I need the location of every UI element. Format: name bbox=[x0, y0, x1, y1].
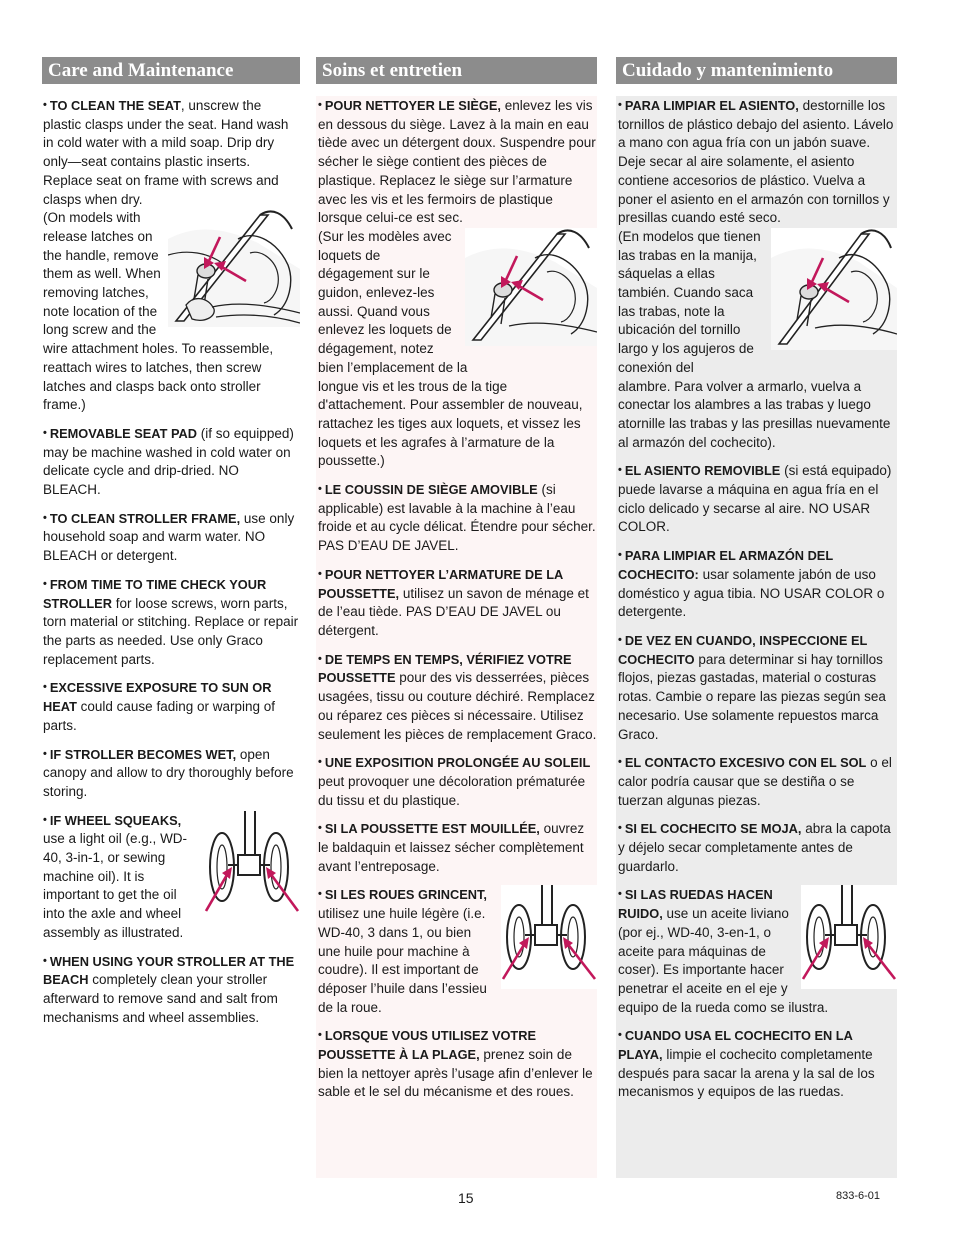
bullet-icon: • bbox=[318, 888, 322, 901]
paragraph-lead: REMOVABLE SEAT PAD bbox=[49, 425, 198, 441]
document-code: 833-6-01 bbox=[836, 1190, 881, 1202]
paragraph-text: could cause fading or warping of parts. bbox=[43, 699, 276, 733]
seat-pad-paragraph bbox=[318, 480, 597, 556]
release-note-continued: wire attachment holes. To reassemble, reattach wires to latches, then screw latches and clasps back onto stroller frame.) bbox=[43, 341, 274, 413]
handle-latch-illustration bbox=[465, 228, 597, 346]
bullet-icon: • bbox=[618, 633, 622, 646]
paragraph-lead: TO CLEAN STROLLER FRAME, bbox=[49, 510, 241, 526]
clean-frame-paragraph bbox=[43, 509, 300, 566]
wheel-axle-illustration bbox=[204, 811, 300, 923]
seat-pad-paragraph bbox=[43, 424, 300, 500]
paragraph-text: , unscrew the plastic clasps under the seat. Hand wash in cold water with a mild soap. Drip dry only—seat contains plastic inserts. Replace seat on frame with screws and clasps when dry. bbox=[43, 98, 289, 207]
paragraph-lead: PARA LIMPIAR EL ASIENTO, bbox=[624, 98, 799, 113]
sun-exposure-paragraph bbox=[318, 753, 597, 810]
clean-seat-paragraph bbox=[318, 96, 597, 471]
column-title: Care and Maintenance bbox=[42, 57, 300, 84]
bullet-icon: • bbox=[618, 1029, 622, 1042]
wheel-squeak-paragraph bbox=[318, 885, 597, 1017]
paragraph-lead: DE VEZ EN CUANDO, INSPECCIONE EL COCHECITO bbox=[618, 632, 868, 667]
bullet-icon: • bbox=[318, 1029, 322, 1042]
release-note-text: (Sur les modèles avec loquets de dégagement sur le guidon, enlevez-les aussi. Quand vous enlevez les loquets de dégagement, notez bien l’emplacement de la bbox=[318, 228, 468, 375]
paragraph-lead: EXCESSIVE EXPOSURE TO SUN OR HEAT bbox=[43, 680, 272, 715]
bullet-icon: • bbox=[618, 99, 622, 111]
paragraph-text: usar solamente jabón de uso doméstico y agua tibia. NO USAR COLOR o detergente. bbox=[618, 566, 885, 620]
paragraph-text: (si está equipado) puede lavarse a máquina en agua fría en el ciclo delicado y secarse al aire. NO USAR COLOR. bbox=[618, 463, 892, 535]
bullet-icon: • bbox=[43, 577, 47, 590]
bullet-icon: • bbox=[318, 822, 322, 835]
sun-exposure-paragraph bbox=[43, 678, 300, 735]
paragraph-text: pour des vis desserrées, pièces usagées, tissu ou couture déchiré. Remplacez ou réparez ces pièces si nécessaire. Utilisez seulement les pièces de remplacement Graco. bbox=[318, 670, 597, 742]
bullet-icon: • bbox=[43, 99, 47, 111]
check-stroller-paragraph bbox=[43, 575, 300, 670]
paragraph-text: (if so equipped) may be machine washed in cold water on delicate cycle and drip-dried. NO BLEACH. bbox=[43, 425, 294, 498]
bullet-icon: • bbox=[318, 483, 322, 496]
bullet-icon: • bbox=[618, 888, 622, 901]
paragraph-text: open canopy and allow to dry thoroughly before storing. bbox=[43, 746, 294, 799]
wheel-squeak-paragraph bbox=[43, 811, 300, 943]
stroller-wet-paragraph bbox=[318, 819, 597, 876]
paragraph-lead: SI EL COCHECITO SE MOJA, bbox=[624, 821, 802, 837]
paragraph-text: destornille los tornillos de plástico debajo del asiento. Lávelo a mano con agua fría con un jabón suave. Deje secar al aire solamente, el asiento contiene accesorios de plástico. Vuelva a poner el asiento en el armazón con tornillos y presillas cuando esté seco. bbox=[618, 98, 894, 226]
beach-paragraph bbox=[43, 952, 300, 1028]
latch-drawing-icon bbox=[465, 228, 597, 346]
release-note-continued: alambre. Para volver a armarlo, vuelva a conectar los alambres a las trabas y luego atornille las trabas y las presillas nuevamente al armazón del cochecito). bbox=[618, 378, 891, 450]
paragraph-lead: LORSQUE VOUS UTILISEZ VOTRE POUSSETTE À LA PLAGE, bbox=[318, 1028, 537, 1063]
english-column bbox=[42, 57, 300, 1036]
bullet-icon: • bbox=[43, 681, 47, 694]
bullet-icon: • bbox=[618, 549, 622, 562]
paragraph-text: abra la capota y déjelo secar completamente antes de guardarlo. bbox=[618, 821, 891, 874]
bullet-icon: • bbox=[318, 652, 322, 665]
bullet-icon: • bbox=[618, 822, 622, 835]
stroller-wet-paragraph bbox=[43, 745, 300, 802]
paragraph-text: enlevez les vis en dessous du siège. Lavez à la main en eau tiède avec un détergent doux. Suspendre pour sécher le siège contient des pièces de plastique. Replacez le siège sur l’armature avec les vis et les fermoirs de plastique lorsque celui-ce est sec. bbox=[318, 98, 596, 226]
release-note-text: (En modelos que tienen las trabas en la manija, sáquelas a ellas también. Cuando saca las trabas, note la ubicación del tornillo largo y los agujeros de conexión del bbox=[618, 228, 761, 375]
paragraph-text: utilisez une huile légère (i.e. WD-40, 3 dans 1, ou bien une huile pour machine à coudre). Il est important de déposer l’huile dans l’essieu de la roue. bbox=[318, 906, 487, 1015]
bullet-icon: • bbox=[318, 756, 322, 769]
paragraph-lead: TO CLEAN THE SEAT bbox=[49, 98, 181, 113]
bullet-icon: • bbox=[43, 954, 47, 967]
paragraph-lead: PARA LIMPIAR EL ARMAZÓN DEL COCHECITO: bbox=[618, 548, 833, 582]
paragraph-lead: UNE EXPOSITION PROLONGÉE AU SOLEIL bbox=[324, 755, 591, 771]
release-note-continued: longue vis et les trous de la tige d'attachement. Pour assembler de nouveau, rattachez les tiges aux loquets, et vissez les loquets et les agrafes à l’armature de la poussette.) bbox=[318, 378, 583, 469]
bullet-icon: • bbox=[43, 426, 47, 439]
paragraph-text: use a light oil (e.g., WD-40, 3-in-1, or sewing machine oil). It is important to get the oil into the axle and wheel assembly as illustrated. bbox=[43, 831, 188, 940]
clean-frame-paragraph bbox=[618, 546, 897, 622]
paragraph-lead: WHEN USING YOUR STROLLER AT THE BEACH bbox=[43, 953, 295, 988]
wheel-axle-illustration bbox=[501, 885, 597, 989]
paragraph-lead: DE TEMPS EN TEMPS, VÉRIFIEZ VOTRE POUSSETTE bbox=[318, 651, 572, 686]
paragraph-text: ouvrez le baldaquin et laissez sécher complètement avant l’entreposage. bbox=[318, 821, 585, 874]
bullet-icon: • bbox=[318, 567, 322, 580]
paragraph-lead: SI LAS RUEDAS HACEN RUIDO, bbox=[618, 887, 773, 922]
bullet-icon: • bbox=[43, 747, 47, 760]
paragraph-text: o el calor podría causar que se destiña o se tuerzan algunas piezas. bbox=[618, 755, 892, 808]
paragraph-text: peut provoquer une décoloration prématurée du tissu et du plastique. bbox=[318, 773, 586, 808]
wheel-drawing-icon bbox=[204, 811, 300, 923]
latch-drawing-icon bbox=[168, 209, 300, 327]
page-number: 15 bbox=[458, 1190, 474, 1206]
paragraph-text: utilisez un savon de ménage et de l’eau tiède. PAS D’EAU DE JAVEL ou détergent. bbox=[318, 585, 589, 638]
paragraph-text: use un aceite liviano (por ej., WD-40, 3-en-1, o aceite para máquinas de coser). Es importante hacer penetrar el aceite en el eje y equipo de la rueda como se ilustra. bbox=[618, 906, 829, 1015]
check-stroller-paragraph bbox=[618, 631, 897, 744]
check-stroller-paragraph bbox=[318, 650, 597, 745]
paragraph-lead: EL CONTACTO EXCESIVO CON EL SOL bbox=[624, 755, 867, 771]
wheel-squeak-paragraph bbox=[618, 885, 897, 1017]
paragraph-lead: EL ASIENTO REMOVIBLE bbox=[624, 463, 781, 479]
seat-pad-paragraph bbox=[618, 461, 897, 537]
paragraph-text: use only household soap and warm water. NO BLEACH or detergent. bbox=[43, 510, 295, 564]
paragraph-lead: FROM TIME TO TIME CHECK YOUR STROLLER bbox=[43, 576, 267, 611]
paragraph-lead: POUR NETTOYER L’ARMATURE DE LA POUSSETTE, bbox=[318, 566, 563, 601]
paragraph-lead: IF STROLLER BECOMES WET, bbox=[49, 746, 237, 762]
paragraph-lead: IF WHEEL SQUEAKS, bbox=[49, 812, 182, 828]
paragraph-text: para determinar si hay tornillos flojos, piezas gastadas, material o costuras rotas. Cambie o repare las piezas según sea necesario. Use solamente repuestos marca Graco. bbox=[618, 651, 886, 742]
paragraph-text: (si applicable) est lavable à la machine à l’eau froide et au cycle délicat. Étendre pour sécher. PAS D’EAU DE JAVEL. bbox=[318, 482, 596, 554]
spanish-column bbox=[616, 57, 897, 1111]
sun-exposure-paragraph bbox=[618, 753, 897, 810]
column-title: Soins et entretien bbox=[316, 57, 597, 84]
bullet-icon: • bbox=[618, 756, 622, 769]
paragraph-text: for loose screws, worn parts, torn material or stitching. Replace or repair the parts as needed. Use only Graco replacement parts. bbox=[43, 595, 299, 667]
paragraph-lead: SI LES ROUES GRINCENT, bbox=[324, 887, 487, 903]
bullet-icon: • bbox=[43, 813, 47, 826]
release-note-text: (On models with release latches on the handle, remove them as well. When removing latches, note location of the long screw and the bbox=[43, 210, 161, 338]
beach-paragraph bbox=[618, 1026, 897, 1102]
handle-latch-illustration bbox=[771, 228, 897, 350]
latch-drawing-icon bbox=[771, 228, 897, 350]
handle-latch-illustration bbox=[168, 209, 300, 327]
stroller-wet-paragraph bbox=[618, 819, 897, 876]
clean-seat-paragraph bbox=[43, 96, 300, 415]
column-title: Cuidado y mantenimiento bbox=[616, 57, 897, 84]
paragraph-lead: LE COUSSIN DE SIÈGE AMOVIBLE bbox=[324, 482, 538, 498]
bullet-icon: • bbox=[318, 99, 322, 111]
paragraph-text: completely clean your stroller afterward to remove sand and salt from mechanisms and wheel assemblies. bbox=[43, 972, 278, 1025]
bullet-icon: • bbox=[618, 464, 622, 477]
paragraph-text: prenez soin de bien la nettoyer après l’usage afin d’enlever le sable et le sel du mécanisme et des roues. bbox=[318, 1047, 593, 1100]
paragraph-text: limpie el cochecito completamente después para sacar la arena y la sal de los mecanismos y equipos de las ruedas. bbox=[618, 1047, 875, 1100]
paragraph-lead: POUR NETTOYER LE SIÈGE, bbox=[324, 98, 501, 113]
beach-paragraph bbox=[318, 1026, 597, 1102]
french-column bbox=[316, 57, 597, 1111]
wheel-drawing-icon bbox=[801, 885, 897, 989]
bullet-icon: • bbox=[43, 511, 47, 524]
clean-frame-paragraph bbox=[318, 565, 597, 641]
paragraph-lead: CUANDO USA EL COCHECITO EN LA PLAYA, bbox=[618, 1028, 853, 1063]
clean-seat-paragraph bbox=[618, 96, 897, 452]
paragraph-lead: SI LA POUSSETTE EST MOUILLÉE, bbox=[324, 821, 540, 837]
wheel-drawing-icon bbox=[501, 885, 597, 989]
wheel-axle-illustration bbox=[801, 885, 897, 989]
